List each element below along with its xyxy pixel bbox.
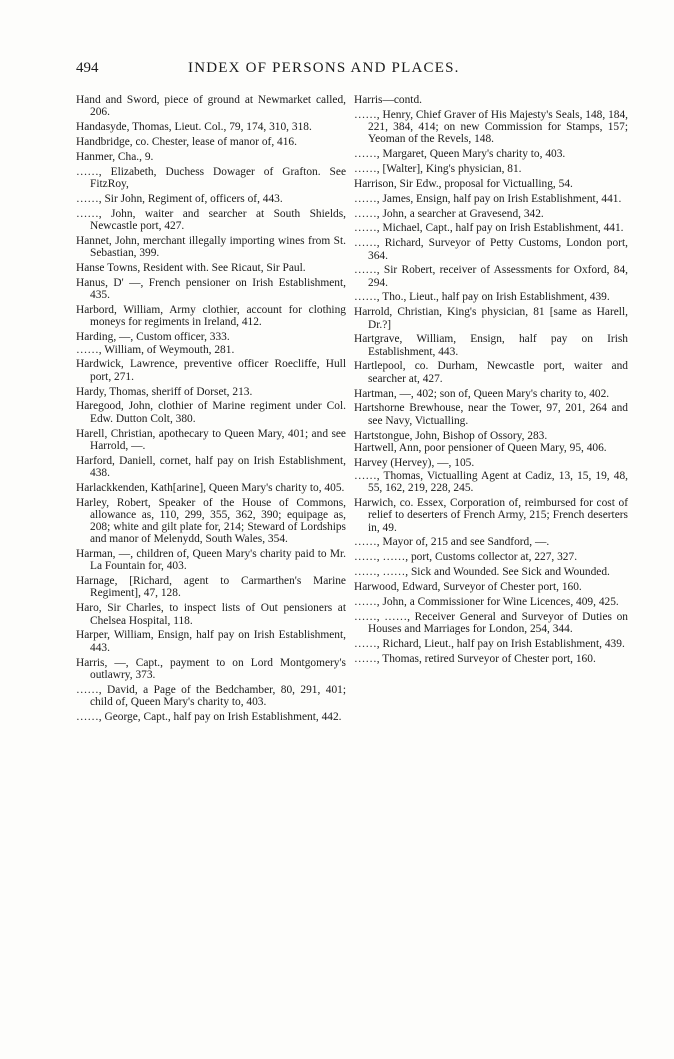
- index-entry: ……, Tho., Lieut., half pay on Irish Establishment, 439.: [354, 291, 610, 304]
- index-entry: Harbord, William, Army clothier, account for clothing moneys for regiments in Ireland, 412.: [76, 303, 346, 328]
- index-entry: Hanse Towns, Resident with. See Ricaut, Sir Paul.: [76, 261, 306, 274]
- index-entry: Harvey (Hervey), —, 105.: [354, 457, 475, 470]
- index-entry: ……, Michael, Capt., half pay on Irish Establishment, 441.: [354, 222, 624, 235]
- index-entry: Harell, Christian, apothecary to Queen Mary, 401; and see Harrold, —.: [76, 427, 346, 452]
- index-entry: ……, Richard, Surveyor of Petty Customs, London port, 364.: [354, 237, 628, 262]
- index-entry: ……, David, a Page of the Bedchamber, 80, 291, 401; child of, Queen Mary's charity to, 403.: [76, 683, 346, 708]
- index-entry: ……, Thomas, retired Surveyor of Chester port, 160.: [354, 652, 596, 665]
- index-entry: Hartman, —, 402; son of, Queen Mary's charity to, 402.: [354, 387, 610, 400]
- index-entry: Harman, —, children of, Queen Mary's charity paid to Mr. La Fountain for, 403.: [76, 548, 346, 573]
- index-entry: ……, Mayor of, 215 and see Sandford, —.: [354, 536, 550, 549]
- index-entry: ……, ……, Receiver General and Surveyor of Duties on Houses and Marriages for London, 254, 344.: [354, 610, 628, 635]
- index-entry: Hartstongue, John, Bishop of Ossory, 283.: [354, 429, 548, 442]
- index-entry: Harwich, co. Essex, Corporation of, reimbursed for cost of relief to deserters of French Army, 215; French deserters in, 49.: [354, 497, 628, 534]
- index-entry: Harford, Daniell, cornet, half pay on Irish Establishment, 438.: [76, 454, 346, 479]
- index-entry: Harris, —, Capt., payment to on Lord Montgomery's outlawry, 373.: [76, 656, 346, 681]
- index-entry: ……, Sir John, Regiment of, officers of, 443.: [76, 192, 283, 205]
- index-entry: ……, ……, port, Customs collector at, 227, 327.: [354, 551, 578, 564]
- index-entry: Hartshorne Brewhouse, near the Tower, 97, 201, 264 and see Navy, Victualling.: [354, 402, 628, 427]
- index-entry: ……, Sir Robert, receiver of Assessments for Oxford, 84, 294.: [354, 264, 628, 289]
- index-entry: Harris—contd.: [354, 94, 423, 106]
- index-entry: Hartgrave, William, Ensign, half pay on Irish Establishment, 443.: [354, 333, 628, 358]
- index-entry: ……, Margaret, Queen Mary's charity to, 403.: [354, 148, 566, 161]
- index-entry: ……, George, Capt., half pay on Irish Establishment, 442.: [76, 710, 342, 723]
- index-entry: ……, Thomas, Victualling Agent at Cadiz, 13, 15, 19, 48, 55, 162, 219, 228, 245.: [354, 470, 628, 495]
- running-title: INDEX OF PERSONS AND PLACES.: [188, 60, 460, 76]
- index-entry: Harwood, Edward, Surveyor of Chester port, 160.: [354, 581, 582, 593]
- index-entry: Hartwell, Ann, poor pensioner of Queen Mary, 95, 406.: [354, 442, 607, 455]
- index-entry: Harding, —, Custom officer, 333.: [76, 330, 230, 343]
- index-entry: ……, James, Ensign, half pay on Irish Establishment, 441.: [354, 192, 622, 205]
- page-number: 494: [76, 60, 99, 76]
- index-column-left: [76, 94, 346, 726]
- index-entry: Harley, Robert, Speaker of the House of Commons, allowance as, 110, 299, 355, 362, 390; equipage as, 208; white and gilt plate for, 214; Steward of Lordships and manor of Melenydd, South Wales, 354.: [76, 496, 346, 546]
- index-entry: Haregood, John, clothier of Marine regiment under Col. Edw. Dutton Colt, 380.: [76, 400, 346, 425]
- index-entry: Hand and Sword, piece of ground at Newmarket called, 206.: [76, 94, 346, 119]
- index-entry: ……, Henry, Chief Graver of His Majesty's Seals, 148, 184, 221, 384, 414; on new Commission for Stamps, 157; Yeoman of the Revels, 148.: [354, 108, 629, 146]
- index-entry: Handbridge, co. Chester, lease of manor of, 416.: [76, 135, 297, 148]
- index-entry: Haro, Sir Charles, to inspect lists of Out pensioners at Chelsea Hospital, 118.: [76, 602, 346, 627]
- index-entry: Handasyde, Thomas, Lieut. Col., 79, 174, 310, 318.: [76, 121, 312, 134]
- index-entry: Harrold, Christian, King's physician, 81 [same as Harell, Dr.?]: [354, 306, 628, 331]
- index-entry: ……, John, waiter and searcher at South Shields, Newcastle port, 427.: [76, 207, 346, 232]
- index-entry: ……, William, of Weymouth, 281.: [76, 343, 235, 356]
- index-entry: ……, ……, Sick and Wounded. See Sick and Wounded.: [354, 566, 610, 579]
- index-entry: ……, Elizabeth, Duchess Dowager of Grafton. See FitzRoy,: [76, 165, 346, 190]
- index-entry: Hanus, D' —, French pensioner on Irish Establishment, 435.: [76, 276, 346, 301]
- index-entry: ……, John, a searcher at Gravesend, 342.: [354, 207, 544, 220]
- index-entry: Hardy, Thomas, sheriff of Dorset, 213.: [76, 385, 253, 398]
- index-entry: Hannet, John, merchant illegally importing wines from St. Sebastian, 399.: [76, 234, 346, 259]
- index-entry: Harlackkenden, Kath[arine], Queen Mary's charity to, 405.: [76, 481, 345, 494]
- index-entry: Hardwick, Lawrence, preventive officer Roecliffe, Hull port, 271.: [76, 358, 346, 383]
- index-entry: ……, John, a Commissioner for Wine Licences, 409, 425.: [354, 595, 619, 608]
- index-column-right: [354, 94, 628, 667]
- index-entry: Hartlepool, co. Durham, Newcastle port, waiter and searcher at, 427.: [354, 360, 628, 385]
- index-entry: Hanmer, Cha., 9.: [76, 150, 154, 163]
- index-entry: ……, Richard, Lieut., half pay on Irish Establishment, 439.: [354, 637, 625, 650]
- index-entry: Harnage, [Richard, agent to Carmarthen's Marine Regiment], 47, 128.: [76, 575, 346, 600]
- page-header: [76, 60, 624, 82]
- index-entry: Harper, William, Ensign, half pay on Irish Establishment, 443.: [76, 629, 346, 654]
- index-entry: ……, [Walter], King's physician, 81.: [354, 163, 522, 176]
- index-entry: Harrison, Sir Edw., proposal for Victualling, 54.: [354, 177, 573, 190]
